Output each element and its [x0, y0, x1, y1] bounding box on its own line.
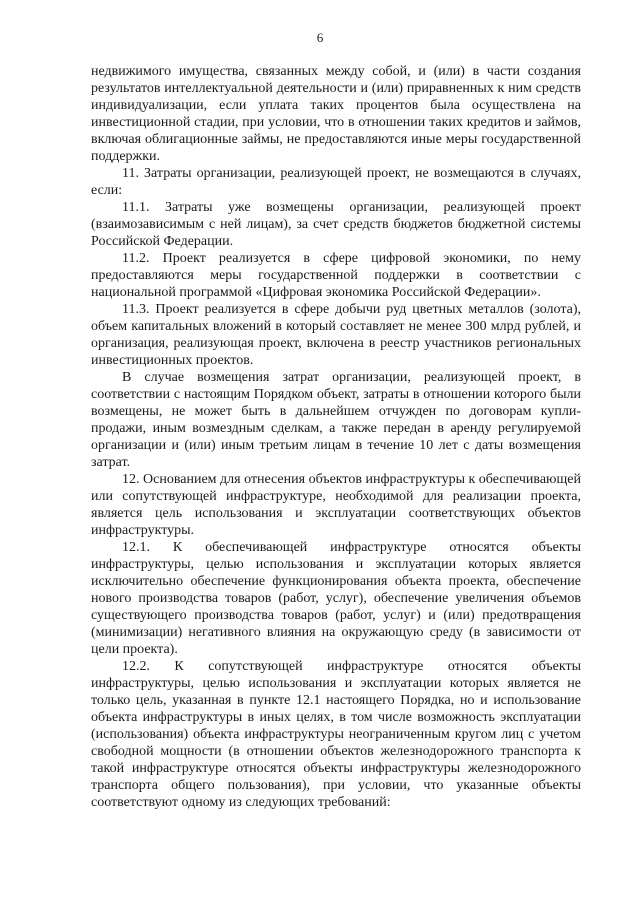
body-text [91, 63, 581, 811]
page-number: 6 [316, 30, 324, 45]
paragraph-11-1: 11.1. Затраты уже возмещены организации, реализующей проект (взаимозависимым с ней лицам), за счет средств бюджетов бюджетной системы Российской Федерации. [91, 200, 581, 249]
paragraph-12: 12. Основанием для отнесения объектов инфраструктуры к обеспечивающей или сопутствующей инфраструктуре, необходимой для реализации проекта, является цель использования и эксплуатации соответствующих объектов инфраструктуры. [91, 472, 581, 538]
paragraph-11: 11. Затраты организации, реализующей проект, не возмещаются в случаях, если: [91, 166, 581, 198]
paragraph-11-3: 11.3. Проект реализуется в сфере добычи руд цветных металлов (золота), объем капитальных вложений в который составляет не менее 300 млрд рублей, и организация, реализующая проект, включена в реестр участников региональных инвестиционных проектов. [91, 302, 581, 368]
paragraph-12-2: 12.2. К сопутствующей инфраструктуре относятся объекты инфраструктуры, целью использования и эксплуатации которых является не только цель, указанная в пункте 12.1 настоящего Порядка, но и использование объекта инфраструктуры в иных целях, в том числе возможность эксплуатации (использования) объекта инфраструктуры неограниченным кругом лиц с учетом свободной мощности (в отношении объектов железнодорожного транспорта к такой инфраструктуре относятся объекты инфраструктуры железнодорожного транспорта общего пользования), при условии, что указанные объекты соответствуют одному из следующих требований: [91, 659, 581, 810]
paragraph-continuation: недвижимого имущества, связанных между собой, и (или) в части создания результатов интеллектуальной деятельности и (или) приравненных к ним средств индивидуализации, если уплата таких процентов была осуществлена на инвестиционной стадии, при условии, что в отношении таких кредитов и займов, включая облигационные займы, не предоставляются иные меры государственной поддержки. [91, 64, 581, 164]
paragraph-11-2: 11.2. Проект реализуется в сфере цифровой экономики, по нему предоставляются меры государственной поддержки в соответствии с национальной программой «Цифровая экономика Российской Федерации». [91, 251, 581, 300]
paragraph-compensation-restriction: В случае возмещения затрат организации, реализующей проект, в соответствии с настоящим Порядком объект, затраты в отношении которого были возмещены, не может быть в дальнейшем отчужден по договорам купли-продажи, иным возмездным сделкам, а также передан в аренду регулируемой организации и (или) иным третьим лицам в течение 10 лет с даты возмещения затрат. [91, 370, 581, 470]
paragraph-12-1: 12.1. К обеспечивающей инфраструктуре относятся объекты инфраструктуры, целью использования и эксплуатации которых является исключительно обеспечение функционирования объекта проекта, обеспечение нового производства товаров (работ, услуг), обеспечение увеличения объемов существующего производства товаров (работ, услуг) и (или) предотвращения (минимизации) негативного влияния на окружающую среду (в зависимости от цели проекта). [91, 540, 581, 657]
